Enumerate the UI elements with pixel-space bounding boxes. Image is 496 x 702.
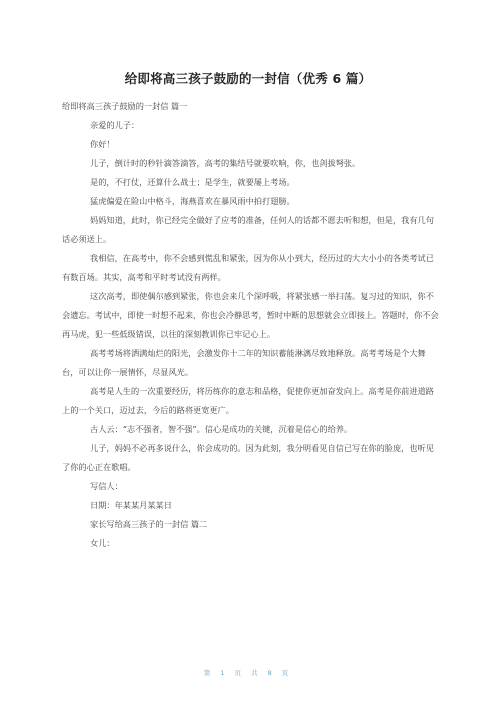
- paragraph: 儿子，倒计时的秒针滴答滴答，高考的集结号就要吹响，你，也剑拔弩张。: [90, 158, 361, 168]
- document-title: 给即将高三孩子鼓励的一封信（优秀 6 篇）: [124, 71, 372, 86]
- paragraph: 亲爱的儿子：: [90, 120, 140, 130]
- paragraph: 猛虎偏爱在险山中格斗，海燕喜欢在暴风雨中拍打翅膀。: [90, 196, 295, 206]
- paragraph: 儿子，妈妈不必再多说什么，你会成功的。因为此刻，我分明看见自信已写在你的脸庞，也听见了你的心正在歌唱。: [62, 443, 434, 472]
- paragraph: 妈妈知道，此时，你已经完全做好了应考的准备，任何人的话都不愿去听和想，但是，我有几句话必须送上。: [62, 215, 434, 244]
- paragraph: 是的，不打仗，还算什么战士；是学生，就要屡上考场。: [90, 177, 295, 187]
- paragraph: 我相信，在高考中，你不会感到慌乱和紧张，因为你从小到大，经历过的大大小小的各类考试已有数百场。其实，高考和平时考试没有两样。: [62, 253, 434, 282]
- paragraph: 女儿：: [90, 538, 115, 548]
- paragraph: 写信人：: [90, 481, 123, 491]
- paragraph: 这次高考，即使偶尔感到紧张，你也会来几个深呼吸，将紧张感一举扫荡。复习过的知识，你不会遗忘。考试中，即使一时想不起来，你也会冷静思考，暂时中断的思想就会立即接上。答题时，你不会再马虎，犯一些低级错误，以往的深刻教训你已牢记心上。: [62, 291, 439, 339]
- paragraph: 高考考场将洒满灿烂的阳光，会激发你十二年的知识蓄能淋漓尽致地释放。高考考场是个大舞台，可以让你一展情怀，尽显风光。: [62, 348, 426, 377]
- page-number-footer: 第 1 页 共 8 页: [203, 669, 293, 677]
- paragraph: 家长写给高三孩子的一封信 篇二: [90, 519, 208, 529]
- paragraph: 日期：年某某月某某日: [90, 500, 172, 510]
- paragraph: 古人云：“志不强者，智不强”。信心是成功的关键，沉着是信心的给养。: [90, 424, 353, 434]
- paragraph: 你好！: [90, 139, 115, 149]
- document-body: [62, 97, 440, 553]
- paragraph: 给即将高三孩子鼓励的一封信 篇一: [62, 101, 188, 111]
- paragraph: 高考是人生的一次重要经历，将历练你的意志和品格，促使你更加奋发向上。高考是你前进道路上的一个关口，迈过去，今后的路将更宽更广。: [62, 386, 434, 415]
